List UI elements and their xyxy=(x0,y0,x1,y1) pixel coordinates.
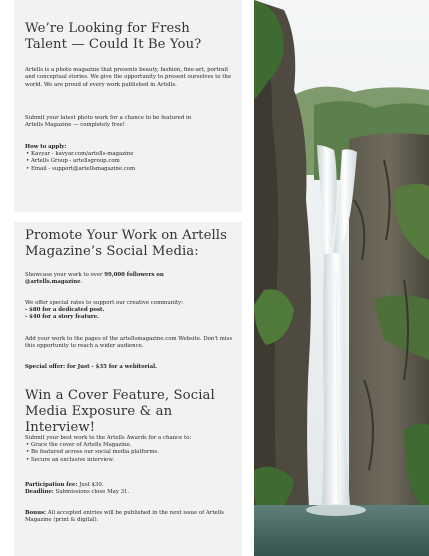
how-to-apply-heading: How to apply: xyxy=(25,144,67,150)
promote-panel xyxy=(14,222,242,556)
waterfall-photo xyxy=(254,0,429,556)
award-item-interview: • Secure an exclusive interview. xyxy=(31,457,245,464)
apply-item-artells-group[interactable]: • Artells Group - artellsgroup.com xyxy=(31,158,241,165)
deadline: Deadline: Submissions close May 31. xyxy=(25,489,130,495)
rate-story-feature: - $40 for a story feature. xyxy=(25,314,100,320)
talent-heading: We’re Looking for Fresh Talent — Could It Be You? xyxy=(25,21,202,52)
waterfall-illustration xyxy=(254,0,429,556)
submit-paragraph: Submit your latest photo work for a chance to be featured in Artells Magazine — completely free! xyxy=(25,115,192,129)
awards-intro: Submit your best work to the Artells Awards for a chance to: xyxy=(25,435,192,441)
award-item-cover: • Grace the cover of Artells Magazine. xyxy=(31,442,245,449)
promote-heading: Promote Your Work on Artells Magazine’s Social Media: xyxy=(25,228,227,259)
website-paragraph: Add your work to the pages of the artellsmagazine.com Website. Don't miss this opportunity to reach a wider audience. xyxy=(25,336,233,350)
apply-list xyxy=(25,151,241,173)
bonus: Bonus: All accepted entries will be published in the next issue of Artells Magazine (print & digital). xyxy=(25,510,224,524)
award-item-social: • Be featured across our social media platforms. xyxy=(31,449,245,456)
rate-dedicated-post: - $80 for a dedicated post. xyxy=(25,307,105,313)
apply-item-kavyar[interactable]: • Kavyar - kavyar.com/artells-magazine xyxy=(31,151,241,158)
about-artells-paragraph: Artells is a photo magazine that presents beauty, fashion, fine-art, portrait and conceptual stories. We give the opportunity to present ourselves to the world. We are proud of every work published in Artells. xyxy=(25,67,232,88)
awards-list xyxy=(25,442,245,464)
cover-feature-heading: Win a Cover Feature, Social Media Exposure & an Interview! xyxy=(25,388,215,435)
special-offer: Special offer: for Just - $35 for a webitorial. xyxy=(25,364,158,370)
rates-intro: We offer special rates to support our creative community: xyxy=(25,300,183,306)
participation-fee: Participation fee: Just $30. xyxy=(25,482,104,488)
talent-panel xyxy=(14,0,242,212)
apply-item-email[interactable]: • Email - support@artellsmagazine.com xyxy=(31,166,241,173)
showcase-paragraph: Showcase your work to over 99,000 followers on @artells.magazine. xyxy=(25,272,164,286)
